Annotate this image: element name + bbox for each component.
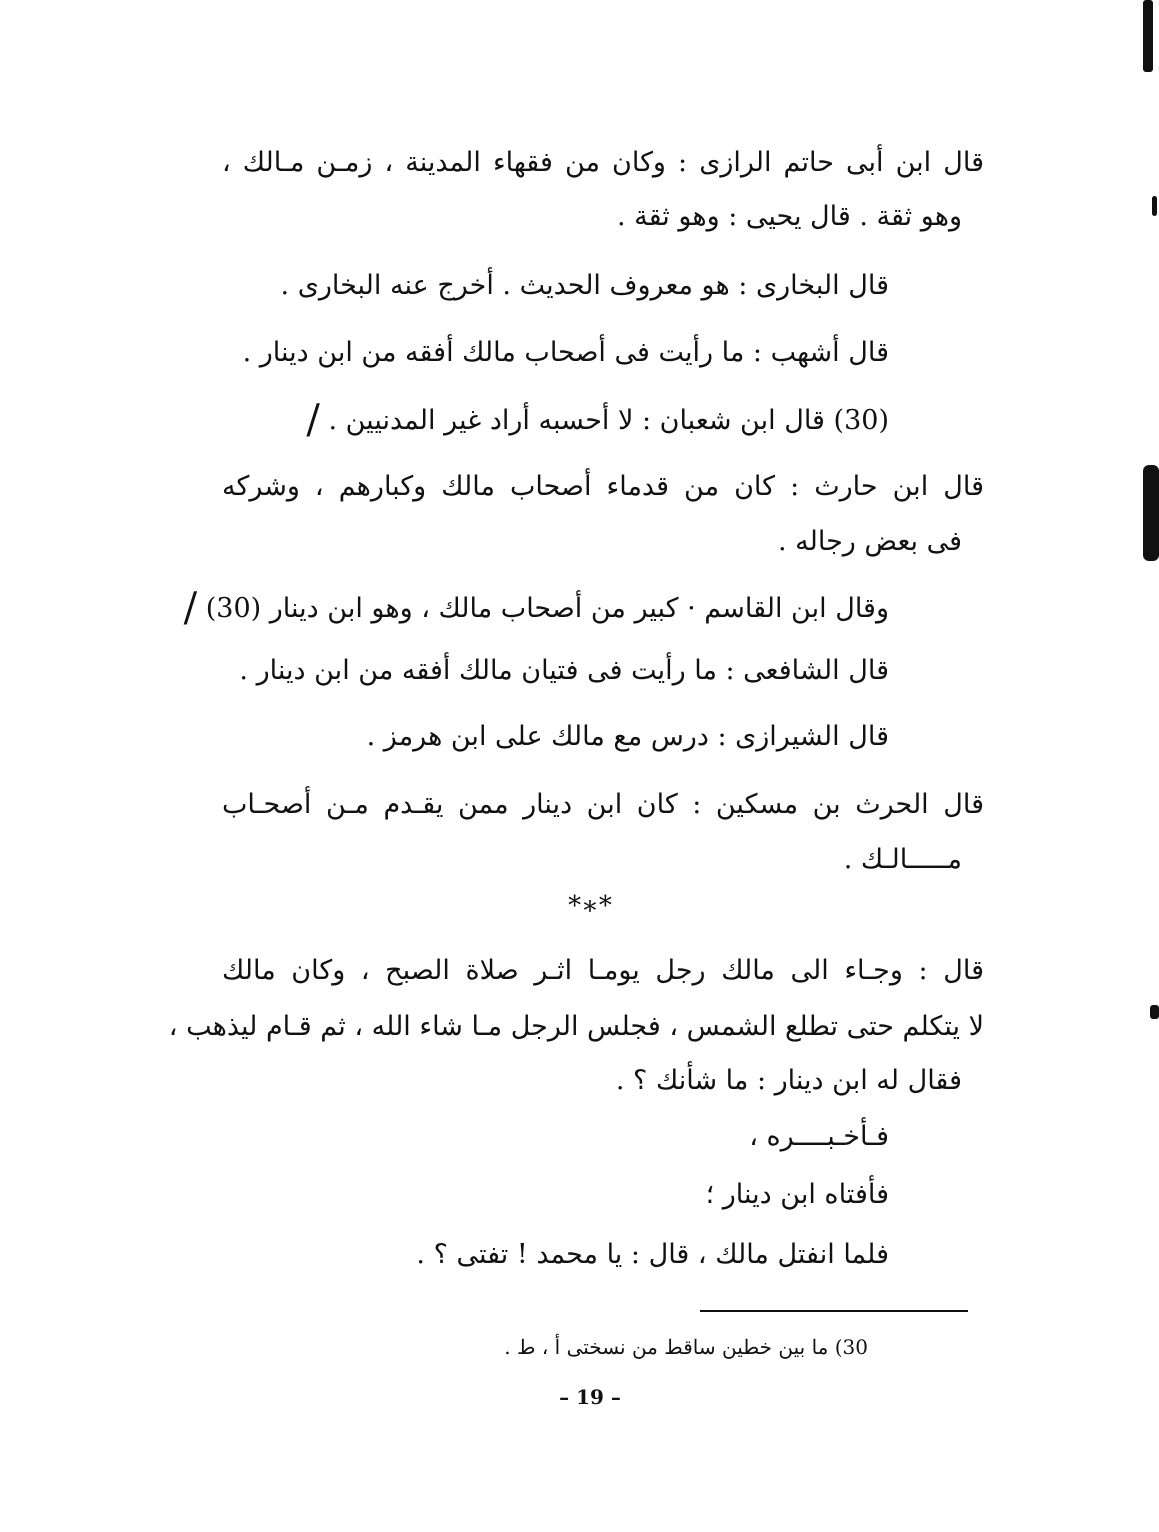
text-line: قال أشهب : ما رأيت فى أصحاب مالك أفقه من ابن دينار . (242, 337, 889, 368)
footnote: 30) ما بين خطين ساقط من نسختى أ ، ط . (504, 1335, 868, 1359)
text-line: وهو ثقة . قال يحيى : وهو ثقة . (616, 201, 962, 232)
text-line: (30) قال ابن شعبان : لا أحسبه أراد غير المدنيين . (328, 405, 889, 436)
scan-edge-mark (1150, 1005, 1159, 1019)
footnote-rule (700, 1310, 968, 1312)
text-line-with-marker (300, 397, 889, 443)
text-line: فلما انفتل مالك ، قال : يا محمد ! تفتى ؟ . (416, 1239, 889, 1270)
text-line: لا يتكلم حتى تطلع الشمس ، فجلس الرجل مـا شاء الله ، ثم قـام ليذهب ، (168, 1011, 984, 1042)
text-line: قال ابن حارث : كان من قدماء أصحاب مالك وكبارهم ، وشركه (222, 471, 984, 502)
text-line: قال الشافعى : ما رأيت فى فتيان مالك أفقه من ابن دينار . (239, 655, 889, 686)
text-line-with-marker (178, 585, 889, 631)
text-line: فـأخـبــــره ، (749, 1121, 889, 1152)
slash-marker: / (306, 397, 320, 443)
page-number: – 19 – (559, 1385, 621, 1409)
text-line: قال الحرث بن مسكين : كان ابن دينار ممن يقـدم مـن أصحـاب (222, 789, 984, 820)
text-line: فى بعض رجاله . (777, 526, 962, 557)
scan-edge-mark (1152, 196, 1157, 216)
text-line: وقال ابن القاسم · كبير من أصحاب مالك ، وهو ابن دينار (30) (205, 593, 889, 624)
text-line: مـــــالـك . (843, 844, 962, 875)
text-line: قال : وجـاء الى مالك رجل يومـا اثـر صلاة الصبح ، وكان مالك (222, 955, 984, 986)
text-line: فقال له ابن دينار : ما شأنك ؟ . (615, 1065, 962, 1096)
slash-marker: / (183, 585, 198, 631)
text-line: فأفتاه ابن دينار ؛ (705, 1179, 889, 1210)
scan-edge-mark (1143, 0, 1153, 72)
text-line: قال البخارى : هو معروف الحديث . أخرج عنه البخارى . (280, 270, 889, 301)
text-line: قال ابن أبى حاتم الرازى : وكان من فقهاء المدينة ، زمـن مـالك ، (222, 147, 984, 178)
scan-edge-mark (1143, 465, 1159, 561)
section-divider: *∗* (568, 891, 612, 921)
text-line: قال الشيرازى : درس مع مالك على ابن هرمز . (366, 721, 889, 752)
